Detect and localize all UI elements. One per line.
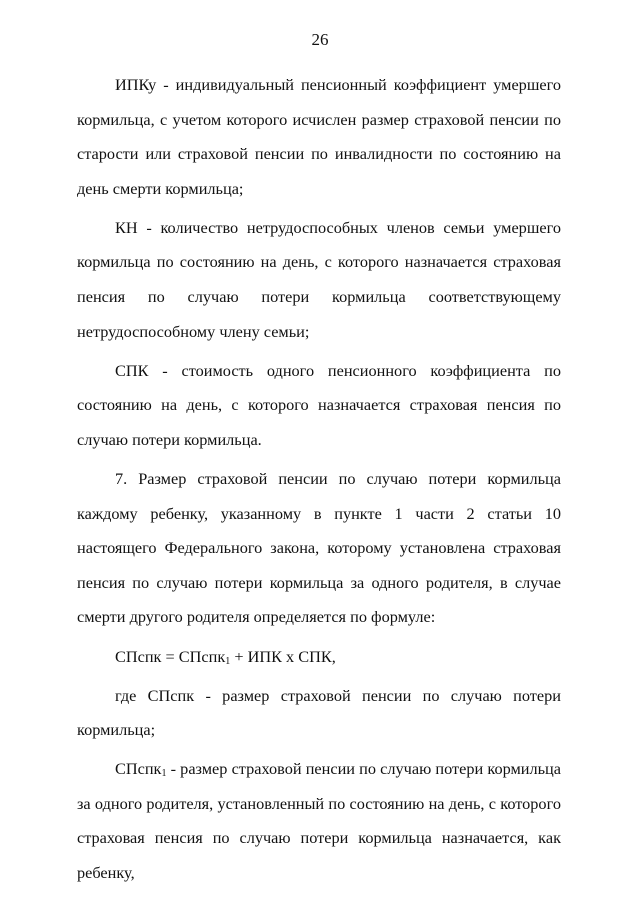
paragraph-item-7: 7. Размер страховой пенсии по случаю потери кормильца каждому ребенку, указанному в пункте 1 части 2 статьи 10 настоящего Федерального закона, которому установлена страховая пенсия по случаю потери кормильца за одного родителя, в случае смерти другого родителя определяется по формуле: <box>77 469 561 627</box>
document-body <box>77 68 561 891</box>
paragraph-spk: СПК - стоимость одного пенсионного коэффициента по состоянию на день, с которого назначается страховая пенсия по случаю потери кормильца. <box>77 360 561 449</box>
definition-spspk1-text: - размер страховой пенсии по случаю потери кормильца за одного родителя, установленный по состоянию на день, с которого страховая пенсия по случаю потери кормильца назначается, как ребенку, <box>77 759 561 883</box>
definition-spspk1-prefix: СПспк <box>115 759 162 779</box>
formula-subscript: 1 <box>225 655 231 667</box>
definition-spspk1 <box>77 752 561 890</box>
definition-spspk: где СПспк - размер страховой пенсии по случаю потери кормильца; <box>77 685 561 740</box>
page-number: 26 <box>311 30 329 49</box>
paragraph-ipku: ИПКу - индивидуальный пенсионный коэффициент умершего кормильца, с учетом которого исчислен размер страховой пенсии по старости или страховой пенсии по инвалидности по состоянию на день смерти кормильца; <box>77 75 561 198</box>
paragraph-kn: КН - количество нетрудоспособных членов семьи умершего кормильца по состоянию на день, с которого назначается страховая пенсия по случаю потери кормильца соответствующему нетрудоспособному члену семьи; <box>77 217 561 341</box>
formula <box>77 640 561 675</box>
formula-right: + ИПК х СПК, <box>230 646 336 666</box>
formula-left: СПспк = СПспк <box>115 646 226 666</box>
definition-spspk1-subscript: 1 <box>161 768 167 780</box>
